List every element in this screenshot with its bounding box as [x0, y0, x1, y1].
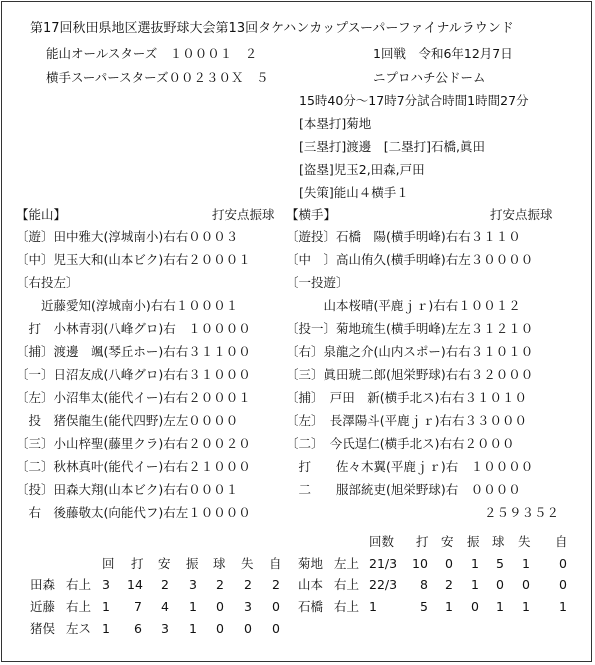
away-batter-row: 投 猪俣龍生(能代四野)左左００００ — [16, 413, 239, 428]
pitcher-bb: 2 — [216, 577, 224, 592]
pitcher-r: 0 — [522, 577, 530, 592]
away-batter-row: 〔右投左〕 — [16, 275, 79, 290]
away-batter-row: 〔二〕秋林真叶(能代イー)右右２１０００ — [16, 459, 251, 474]
away-batter-row: 〔捕〕渡邊 颯(琴丘ホー)右右３１１００ — [16, 344, 251, 359]
error-info: [失策]能山４横手１ — [299, 185, 409, 200]
pitcher-h: 1 — [445, 599, 453, 614]
pitcher-hand: 右上 — [66, 577, 92, 592]
home-batter-row: 〔二〕 今氏逞仁(横手北ス)右右２０００ — [286, 436, 515, 451]
away-batter-row: 〔左〕小沼隼太(能代イー)右右２０００１ — [16, 390, 251, 405]
pitcher-h: 3 — [161, 621, 169, 636]
pitch-left-header-ip: 回 — [102, 556, 115, 571]
pitcher-hand: 右上 — [66, 599, 92, 614]
pitcher-er: 0 — [272, 621, 280, 636]
home-batter-row: 〔右〕泉龍之介(山内スポー)右右３１０１０ — [286, 344, 534, 359]
pitch-right-header-bb: 球 — [492, 534, 505, 549]
pitcher-bb: 5 — [496, 556, 504, 571]
pitcher-bb: 0 — [216, 621, 224, 636]
pitcher-bb: 0 — [496, 577, 504, 592]
score-line-home: 横手スーパースターズ００２３０Ｘ ５ — [46, 70, 269, 85]
pitcher-r: 0 — [244, 621, 252, 636]
pitcher-hand: 右上 — [334, 599, 360, 614]
pitcher-er: 0 — [559, 577, 567, 592]
pitch-right-header-k: 振 — [467, 534, 480, 549]
away-batter-row: 〔投〕田森大翔(山本ビク)右右０００１ — [16, 482, 239, 497]
away-batter-row: 〔遊〕田中雅大(淳城南小)右右０００３ — [16, 229, 239, 244]
pitcher-name: 猪俣 — [30, 621, 56, 636]
pitcher-ip: 22/3 — [369, 577, 398, 592]
pitch-right-header-r: 失 — [518, 534, 531, 549]
away-batter-row: 右 後藤敬太(向能代フ)右左１００００ — [16, 505, 251, 520]
home-batting-total: ２５９３５２ — [484, 505, 560, 520]
away-stat-columns: 打安点振球 — [212, 207, 275, 222]
home-batter-row: 山本桜晴(平鹿ｊｒ)右右１００１２ — [286, 298, 521, 313]
pitcher-ip: 1 — [102, 621, 110, 636]
pitcher-k: 1 — [189, 599, 197, 614]
home-batter-row: 打 佐々木翼(平鹿ｊｒ)右 １００００ — [286, 459, 534, 474]
stolen-base-info: [盗塁]児玉2,田森,戸田 — [299, 162, 425, 177]
pitch-right-header-bf: 打 — [416, 534, 429, 549]
pitcher-ip: 3 — [102, 577, 110, 592]
away-batter-row: 〔中〕児玉大和(山本ビク)右右２０００１ — [16, 252, 251, 267]
page-title: 第17回秋田県地区選抜野球大会第13回タケハンカップスーパーファイナルラウンド — [30, 21, 514, 36]
pitcher-hand: 左上 — [334, 556, 360, 571]
home-batter-row: 〔中 〕高山侑久(横手明峰)右左３００００ — [286, 252, 534, 267]
home-stat-columns: 打安点振球 — [490, 207, 553, 222]
pitcher-er: 0 — [559, 556, 567, 571]
home-batter-row: 〔投一〕菊地琉生(横手明峰)左左３１２１０ — [286, 321, 534, 336]
pitch-left-header-bb: 球 — [213, 556, 226, 571]
pitcher-name: 山本 — [298, 577, 324, 592]
pitcher-ip: 1 — [369, 599, 377, 614]
home-batter-row: 〔一投遊〕 — [286, 275, 349, 290]
pitcher-r: 3 — [244, 599, 252, 614]
pitcher-k: 3 — [189, 577, 197, 592]
away-batter-row: 〔三〕小山梓聖(藤里クラ)右右２００２０ — [16, 436, 251, 451]
away-batter-row: 近藤愛知(淳城南小)右右１０００１ — [16, 298, 239, 313]
pitcher-h: 2 — [161, 577, 169, 592]
pitcher-name: 菊地 — [298, 556, 324, 571]
pitch-left-header-r: 失 — [241, 556, 254, 571]
home-batter-row: 〔左〕 長澤陽斗(平鹿ｊｒ)右右３３０００ — [286, 413, 528, 428]
home-batter-row: 〔捕〕 戸田 新(横手北ス)右右３１０１０ — [286, 390, 528, 405]
pitcher-hand: 右上 — [334, 577, 360, 592]
pitch-right-header-ip: 回数 — [369, 534, 395, 549]
pitcher-er: 2 — [272, 577, 280, 592]
pitcher-ip: 1 — [102, 599, 110, 614]
pitcher-h: 2 — [445, 577, 453, 592]
home-team-header: 【横手】 — [286, 207, 337, 222]
pitcher-name: 近藤 — [30, 599, 56, 614]
away-team-header: 【能山】 — [16, 207, 67, 222]
pitcher-name: 田森 — [30, 577, 56, 592]
pitcher-er: 0 — [272, 599, 280, 614]
home-batter-row: 二 服部統吏(旭栄野球)右 ００００ — [286, 482, 521, 497]
pitcher-name: 石橋 — [298, 599, 324, 614]
pitcher-r: 1 — [522, 556, 530, 571]
pitcher-bf: 7 — [134, 599, 142, 614]
home-batter-row: 〔遊投〕石橋 陽(横手明峰)右右３１１０ — [286, 229, 521, 244]
pitcher-bb: 1 — [496, 599, 504, 614]
pitcher-bf: 8 — [420, 577, 428, 592]
home-batter-row: 〔三〕眞田琥二郎(旭栄野球)右右３２０００ — [286, 367, 534, 382]
pitch-right-header-h: 安 — [441, 534, 454, 549]
away-batter-row: 〔一〕日沼友成(八峰グロ)右右３１０００ — [16, 367, 251, 382]
pitcher-bb: 0 — [216, 599, 224, 614]
away-batter-row: 打 小林青羽(八峰グロ)右 １００００ — [16, 321, 251, 336]
pitcher-k: 1 — [471, 556, 479, 571]
pitch-left-header-bf: 打 — [131, 556, 144, 571]
home-run-info: [本塁打]菊地 — [299, 116, 372, 131]
pitch-right-header-er: 自 — [555, 534, 568, 549]
game-venue: ニプロハチ公ドーム — [373, 70, 486, 85]
pitcher-k: 1 — [471, 577, 479, 592]
pitcher-r: 2 — [244, 577, 252, 592]
score-line-away: 能山オールスターズ １０００１ ２ — [46, 46, 258, 61]
pitcher-h: 4 — [161, 599, 169, 614]
pitcher-bf: 14 — [127, 577, 143, 592]
pitcher-er: 1 — [559, 599, 567, 614]
pitcher-hand: 左ス — [66, 621, 92, 636]
extra-base-info: [三塁打]渡邊 [二塁打]石橋,眞田 — [299, 139, 485, 154]
pitcher-bf: 10 — [412, 556, 428, 571]
pitcher-bf: 5 — [420, 599, 428, 614]
game-round-date: 1回戦 令和6年12月7日 — [373, 46, 513, 61]
pitch-left-header-er: 自 — [269, 556, 282, 571]
pitcher-bf: 6 — [134, 621, 142, 636]
pitcher-k: 0 — [471, 599, 479, 614]
pitcher-r: 1 — [522, 599, 530, 614]
pitch-left-header-h: 安 — [158, 556, 171, 571]
pitcher-ip: 21/3 — [369, 556, 398, 571]
pitch-left-header-k: 振 — [186, 556, 199, 571]
pitcher-h: 0 — [445, 556, 453, 571]
pitcher-k: 1 — [189, 621, 197, 636]
game-time: 15時40分～17時7分試合時間1時間27分 — [299, 93, 529, 108]
